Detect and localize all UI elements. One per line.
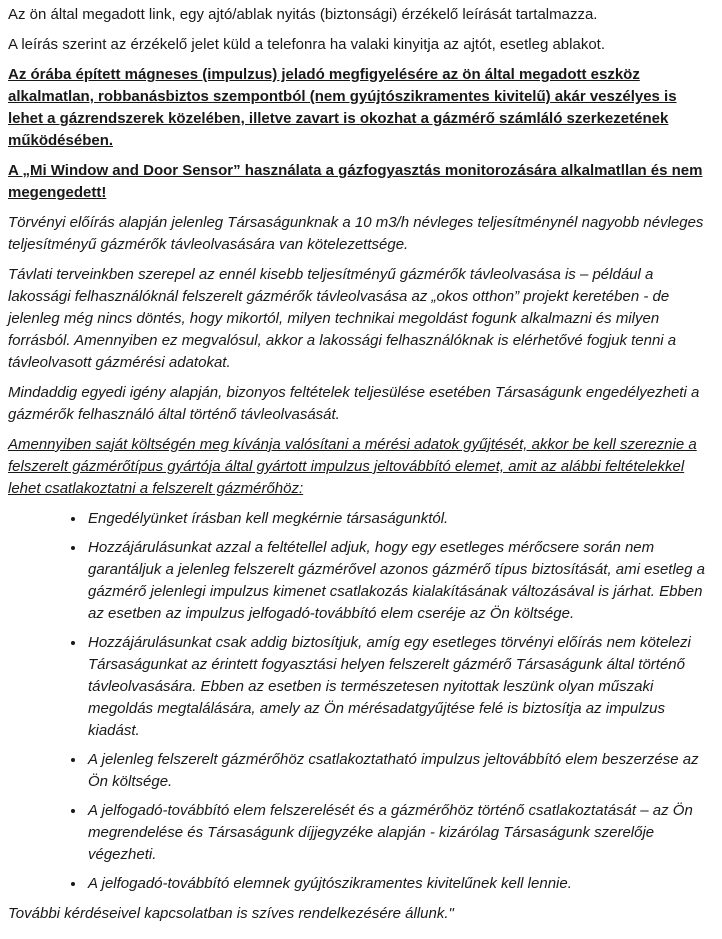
conditions-lead-paragraph: Amennyiben saját költségén meg kívánja valósítani a mérési adatok gyűjtését, akkor be kell szereznie a felszerelt gázmérőtípus gyártója által gyártott impulzus jeltovábbító elemet, amit az alábbi feltételekkel lehet csatlakoztatni a felszerelt gázmérőhöz:: [8, 436, 697, 497]
closing-paragraph: További kérdéseivel kapcsolatban is szíves rendelkezésére állunk.": [8, 905, 454, 922]
condition-item-installation: • A jelfogadó-továbbító elem felszerelését és a gázmérőhöz történő csatlakoztatását – az Ön megrendelése és Társaságunk díjjegyzéke alapján - kizárólag Társaságunk szerelője végezheti.: [86, 800, 714, 866]
info-paragraph-individual-request: Mindaddig egyedi igény alapján, bizonyos feltételek teljesülése esetében Társaságunk engedélyezheti a gázmérők felhasználó által történő távleolvasását.: [8, 384, 700, 423]
info-paragraph-legal-obligation: Törvényi előírás alapján jelenleg Társaságunknak a 10 m3/h névleges teljesítménynél nagyobb névleges teljesítményű gázmérők távleolvasására van kötelezettsége.: [8, 214, 704, 253]
info-paragraph-future-plans: Távlati terveinkben szerepel az ennél kisebb teljesítményű gázmérők távleolvasása is – például a lakossági felhasználóknál felszerelt gázmérők távleolvasása az „okos otthon” projekt keretében - de jelenleg még nincs döntés, hogy mikortól, milyen technikai megoldást fogunk alkalmazni és milyen forrásból. Amennyiben ez megvalósul, akkor a lakossági felhasználóknak is elérhetővé fogjuk tenni a távleolvasott gázmérési adatokat.: [8, 266, 677, 371]
warning-paragraph-sensor-not-allowed: A „Mi Window and Door Sensor” használata a gázfogyasztás monitorozására alkalmatllan és nem megengedett!: [8, 162, 703, 201]
intro-paragraph-2: A leírás szerint az érzékelő jelet küld a telefonra ha valaki kinyitja az ajtót, esetleg ablakot.: [8, 36, 605, 53]
condition-item-meter-replacement: • Hozzájárulásunkat azzal a feltétellel adjuk, hogy egy esetleges mérőcsere során nem garantáljuk a jelenleg felszerelt gázmérővel azonos gázmérő típus biztosítását, ami esetleg a gázmérő jelenlegi impulzus kimenet csatlakozás kialakításának változásával is járhat. Ebben az esetben az impulzus jelfogadó-továbbító elem cseréje az Ön költsége.: [86, 537, 714, 625]
intro-paragraph-1: Az ön által megadott link, egy ajtó/ablak nyitás (biztonsági) érzékelő leírását tartalmazza.: [8, 6, 598, 23]
conditions-list: [8, 508, 714, 895]
condition-item-spark-free: • A jelfogadó-továbbító elemnek gyújtószikramentes kivitelűnek kell lennie.: [86, 873, 714, 895]
warning-paragraph-device-unsuitable: Az órába épített mágneses (impulzus) jeladó megfigyelésére az ön által megadott eszköz alkalmatlan, robbanásbiztos szempontból (nem gyújtószikramentes kivitelű) akár veszélyes is lehet a gázrendszerek közelében, illetve zavart is okozhat a gázmérő számláló szerkezetének működésében.: [8, 66, 677, 149]
condition-item-permission: • Engedélyünket írásban kell megkérnie társaságunktól.: [86, 508, 714, 530]
condition-item-consent-duration: • Hozzájárulásunkat csak addig biztosítjuk, amíg egy esetleges törvényi előírás nem kötelezi Társaságunkat az érintett fogyasztási helyen felszerelt gázmérő Társaságunk által történő távleolvasására. Ebben az esetben is természetesen nyitottak leszünk olyan műszaki megoldás megtalálására, amely az Ön mérésadatgyűjtése felé is biztosítja az impulzus kiadást.: [86, 632, 714, 742]
condition-item-purchase-cost: • A jelenleg felszerelt gázmérőhöz csatlakoztatható impulzus jeltovábbító elem beszerzése az Ön költsége.: [86, 749, 714, 793]
